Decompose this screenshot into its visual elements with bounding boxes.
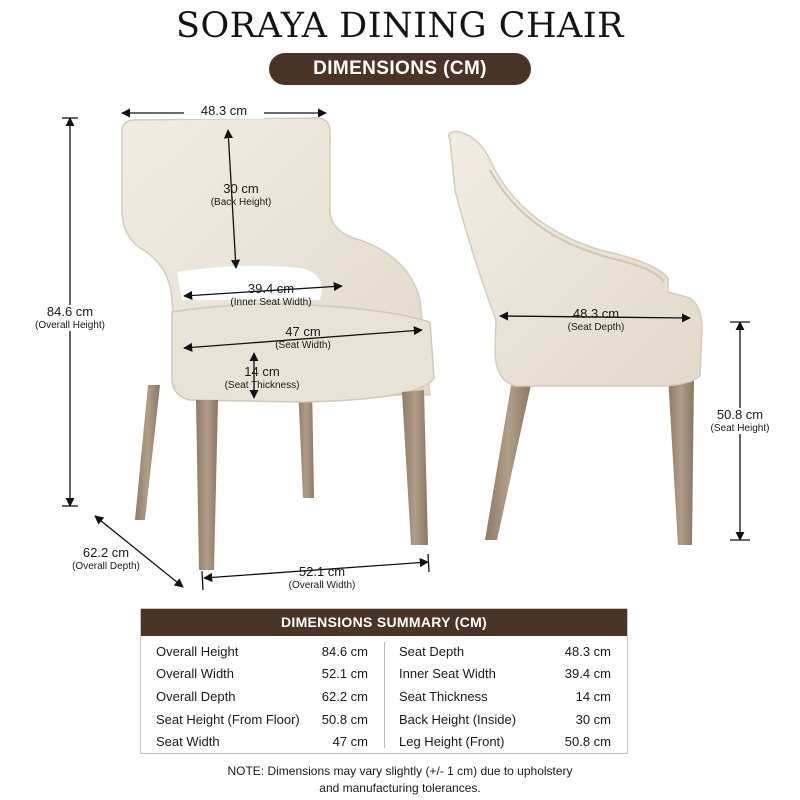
row-value: 39.4 cm <box>564 666 611 682</box>
dim-overall-depth-value: 62.2 cm <box>82 545 130 560</box>
table-row <box>399 640 611 663</box>
table-row <box>399 708 611 731</box>
row-value: 47 cm <box>332 734 368 750</box>
row-value: 50.8 cm <box>564 734 611 750</box>
row-label: Seat Thickness <box>399 688 488 704</box>
side-chair-front-leg <box>668 376 694 545</box>
row-label: Seat Width <box>156 734 220 750</box>
dim-overall-height <box>20 305 120 331</box>
dim-seat-width-label: (Seat Width) <box>275 339 331 351</box>
table-row <box>156 685 368 708</box>
note-line-2: and manufacturing tolerances. <box>319 781 481 795</box>
row-value: 84.6 cm <box>321 643 368 659</box>
dim-overall-depth-label: (Overall Depth) <box>72 560 140 572</box>
dim-seat-depth-value: 48.3 cm <box>572 306 620 321</box>
summary-body <box>141 636 627 754</box>
dim-seat-thickness-value: 14 cm <box>244 364 280 379</box>
row-value: 50.8 cm <box>321 711 368 727</box>
dim-overall-width-label: (Overall Width) <box>288 579 356 591</box>
dim-back-height-label: (Back Height) <box>210 196 272 208</box>
table-row <box>399 663 611 686</box>
row-label: Back Height (Inside) <box>399 711 517 727</box>
row-value: 30 cm <box>575 711 611 727</box>
row-label: Overall Depth <box>156 688 236 704</box>
dim-top-width <box>184 104 264 119</box>
row-value: 62.2 cm <box>321 688 368 704</box>
dim-inner-seat-width <box>216 282 326 308</box>
dim-overall-height-value: 84.6 cm <box>46 304 94 319</box>
dim-seat-thickness-label: (Seat Thickness) <box>224 379 300 391</box>
table-row <box>156 640 368 663</box>
dim-seat-width-value: 47 cm <box>285 324 321 339</box>
dim-overall-width-value: 52.1 cm <box>298 564 346 579</box>
table-row <box>156 663 368 686</box>
row-label: Seat Depth <box>399 643 465 659</box>
dim-seat-width <box>256 325 350 351</box>
row-label: Leg Height (Front) <box>399 734 505 750</box>
row-value: 14 cm <box>575 688 611 704</box>
dim-seat-height-label: (Seat Height) <box>710 422 770 434</box>
table-row <box>399 685 611 708</box>
note-line-1: NOTE: Dimensions may vary slightly (+/- 1 cm) due to upholstery <box>227 764 573 778</box>
dim-overall-height-label: (Overall Height) <box>34 319 106 331</box>
table-row <box>156 730 368 753</box>
summary-header: DIMENSIONS SUMMARY (CM) <box>141 609 627 636</box>
side-chair-back-leg <box>485 380 532 540</box>
dim-back-height <box>196 182 286 208</box>
dim-seat-thickness <box>214 365 310 391</box>
dim-inner-seat-width-label: (Inner Seat Width) <box>230 296 312 308</box>
row-value: 48.3 cm <box>564 643 611 659</box>
table-row <box>399 730 611 753</box>
dim-seat-depth <box>548 307 644 333</box>
tolerance-note <box>0 763 800 797</box>
row-label: Overall Width <box>156 666 235 682</box>
page-title: SORAYA DINING CHAIR <box>176 6 624 46</box>
front-chair-front-leg-left <box>196 400 218 570</box>
side-chair <box>449 132 702 545</box>
row-label: Seat Height (From Floor) <box>156 711 300 727</box>
dimensions-badge: DIMENSIONS (CM) <box>269 53 531 85</box>
dim-back-height-value: 30 cm <box>223 181 259 196</box>
front-chair-back-leg-left <box>135 385 160 520</box>
row-label: Inner Seat Width <box>399 666 496 682</box>
summary-left-column <box>141 636 384 754</box>
dim-seat-depth-label: (Seat Depth) <box>567 321 625 333</box>
dim-seat-height <box>700 408 780 434</box>
dimensions-summary-table <box>140 608 628 754</box>
side-chair-body <box>449 132 702 386</box>
front-chair-front-leg-right <box>402 390 428 545</box>
row-label: Overall Height <box>156 643 239 659</box>
dim-overall-depth <box>58 546 154 572</box>
dim-top-width-value: 48.3 cm <box>200 103 248 118</box>
dim-seat-height-value: 50.8 cm <box>716 407 764 422</box>
dim-inner-seat-width-value: 39.4 cm <box>247 281 295 296</box>
table-row <box>156 708 368 731</box>
summary-right-column <box>384 636 627 754</box>
row-value: 52.1 cm <box>321 666 368 682</box>
summary-divider <box>384 642 385 748</box>
dim-overall-width <box>274 565 370 591</box>
